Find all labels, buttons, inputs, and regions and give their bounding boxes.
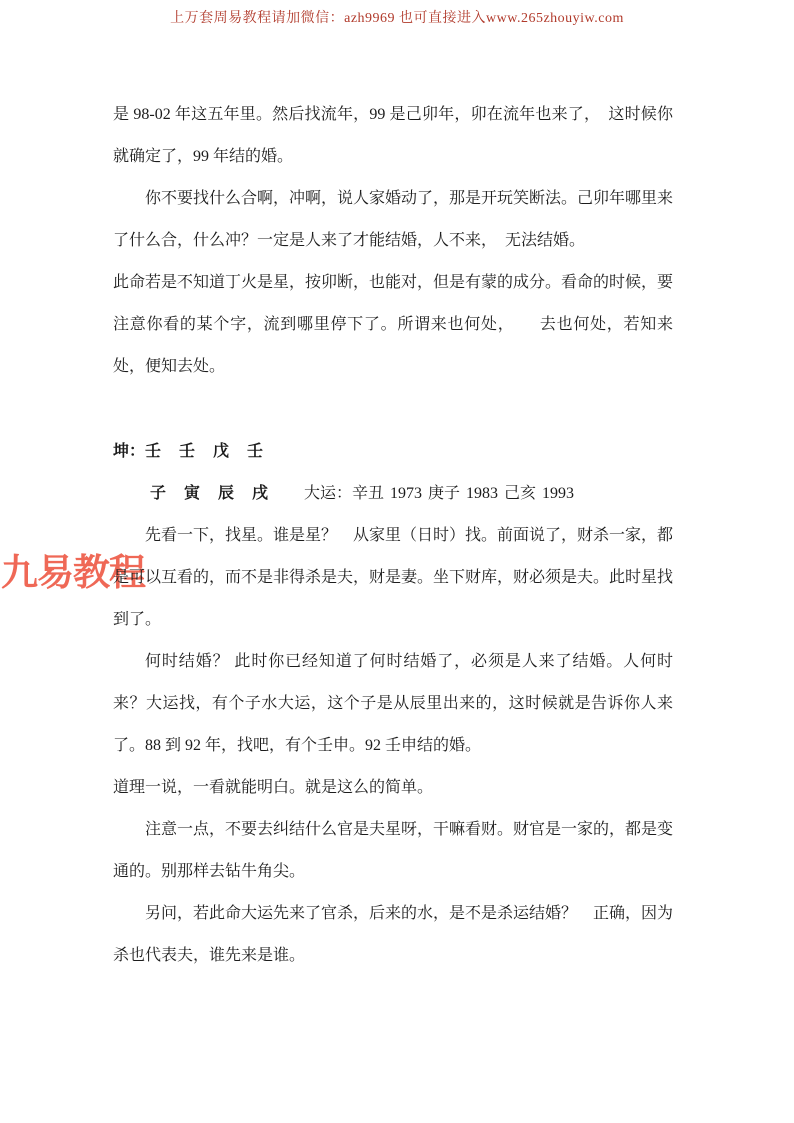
dayun-sequence: 大运：辛丑 1973 庚子 1983 己亥 1993	[304, 485, 575, 502]
header-promo-text: 上万套周易教程请加微信：azh9969 也可直接进入www.265zhouyiw.com	[170, 11, 624, 26]
paragraph-find-star: 先看一下，找星。谁是星？ 从家里（日时）找。前面说了，财杀一家，都是可以互看的，而不是非得杀是夫，财是妻。坐下财库，财必须是夫。此时星找到了。	[113, 527, 674, 628]
paragraph-dinghuo-note: 此命若是不知道丁火是星，按卯断，也能对，但是有蒙的成分。看命的时候，要注意你看的某个字，流到哪里停下了。所谓来也何处， 去也何处，若知来处，便知去处。	[113, 274, 674, 375]
paragraph-liunian-conclusion: 是 98-02 年这五年里。然后找流年，99 是己卯年，卯在流年也来了， 这时候你就确定了，99 年结的婚。	[113, 106, 673, 165]
paragraph-he-chong-warning: 你不要找什么合啊，冲啊，说人家婚动了，那是开玩笑断法。己卯年哪里来了什么合，什么冲？一定是人来了才能结婚，人不来， 无法结婚。	[113, 190, 674, 249]
bazi-stems-line: 坤：壬 壬 戊 壬	[113, 443, 264, 460]
paragraph-marriage-timing: 何时结婚？ 此时你已经知道了何时结婚了，必须是人来了结婚。人何时来？大运找，有个子水大运，这个子是从辰里出来的，这时候就是告诉你人来了。88 到 92 年，找吧，有个壬申。92 壬申结的婚。	[113, 653, 673, 754]
watermark-brand-text: 九易教程	[1, 553, 145, 594]
paragraph-sha-question: 另问，若此命大运先来了官杀，后来的水，是不是杀运结婚？ 正确，因为杀也代表夫，谁先来是谁。	[113, 905, 674, 964]
document-body	[113, 94, 673, 977]
bazi-branches: 子 寅 辰 戌	[150, 485, 269, 502]
paragraph-caiguan-note: 注意一点，不要去纠结什么官是夫星呀，干嘛看财。财官是一家的，都是变通的。别那样去钻牛角尖。	[113, 821, 674, 880]
paragraph-simple-truth: 道理一说，一看就能明白。就是这么的简单。	[113, 779, 434, 796]
bazi-branches-dayun-line	[113, 473, 673, 515]
